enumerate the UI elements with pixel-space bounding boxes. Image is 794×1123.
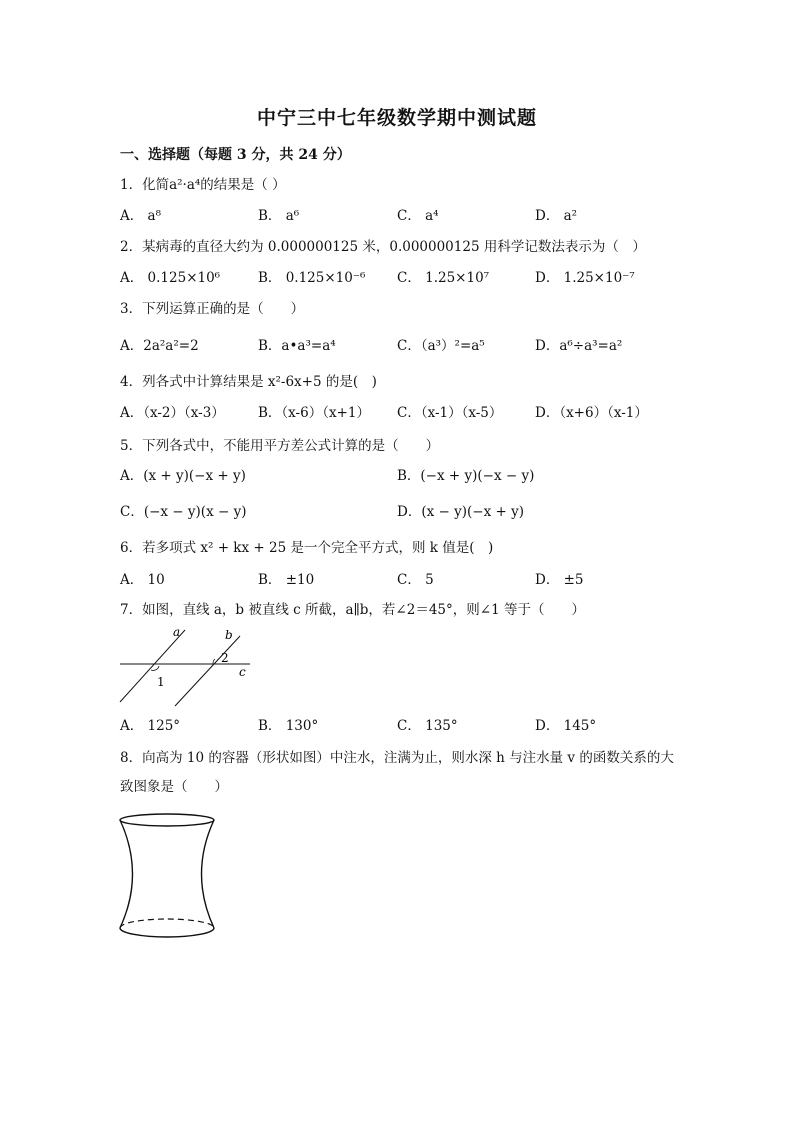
q6-option-a: A． 10: [120, 572, 165, 588]
question-2-stem: 2．某病毒的直径大约为 0.000000125 米，0.000000125 用科学记数法表示为（ ）: [120, 239, 646, 255]
q3-option-d: D．a⁶÷a³=a²: [535, 338, 623, 354]
q7-option-d: D． 145°: [535, 718, 597, 734]
container-left-side: [120, 820, 133, 928]
label-angle-1: 1: [157, 675, 165, 689]
q7-option-b: B． 130°: [258, 718, 319, 734]
q6-option-d: D． ±5: [535, 572, 584, 588]
container-figure: [115, 808, 225, 946]
section-heading: 一、选择题（每题 3 分，共 24 分）: [120, 147, 351, 163]
question-3-stem: 3．下列运算正确的是（ ）: [120, 301, 305, 317]
q4-option-a: A．（x-2）（x-3）: [120, 405, 225, 421]
q2-option-c: C． 1.25×10⁷: [397, 270, 490, 286]
q5-option-c: C．(−x − y)(x − y): [120, 504, 247, 520]
q1-option-c: C． a⁴: [397, 208, 439, 224]
line-a: [120, 630, 185, 702]
q4-option-c: C．（x-1）（x-5）: [397, 405, 503, 421]
label-a: a: [173, 625, 181, 639]
q3-option-a: A．2a²a²=2: [120, 338, 199, 354]
q1-option-b: B． a⁶: [258, 208, 300, 224]
q1-option-a: A． a⁸: [120, 208, 162, 224]
parallel-lines-figure: [115, 622, 265, 710]
container-right-side: [202, 820, 215, 928]
q6-option-b: B． ±10: [258, 572, 315, 588]
q5-option-b: B．(−x + y)(−x − y): [397, 468, 535, 484]
label-angle-2: 2: [221, 651, 229, 665]
question-7-stem: 7．如图，直线 a，b 被直线 c 所截，a∥b，若∠2＝45°，则∠1 等于（ ）: [120, 602, 585, 618]
question-1-stem: 1．化简a²·a⁴的结果是（ ）: [120, 177, 286, 193]
q4-option-b: B．（x-6）（x+1）: [258, 405, 370, 421]
q5-option-a: A．(x + y)(−x + y): [120, 468, 246, 484]
q2-option-a: A． 0.125×10⁶: [120, 270, 221, 286]
q2-option-b: B． 0.125×10⁻⁶: [258, 270, 366, 286]
question-8-stem-continued: 致图象是（ ）: [120, 779, 228, 795]
q7-option-a: A． 125°: [120, 718, 181, 734]
container-bottom-front: [120, 928, 214, 937]
container-top-rim: [120, 814, 214, 826]
page-title: 中宁三中七年级数学期中测试题: [256, 107, 537, 129]
question-6-stem: 6．若多项式 x² + kx + 25 是一个完全平方式，则 k 值是( ): [120, 540, 494, 556]
q7-option-c: C． 135°: [397, 718, 458, 734]
label-c: c: [239, 665, 246, 679]
q4-option-d: D．（x+6）（x-1）: [535, 405, 648, 421]
q2-option-d: D． 1.25×10⁻⁷: [535, 270, 635, 286]
label-b: b: [225, 628, 233, 642]
q5-option-d: D．(x − y)(−x + y): [397, 504, 524, 520]
q3-option-b: B．a•a³=a⁴: [258, 338, 336, 354]
question-4-stem: 4．列各式中计算结果是 x²-6x+5 的是( ): [120, 374, 377, 390]
line-b: [175, 636, 240, 706]
question-5-stem: 5．下列各式中，不能用平方差公式计算的是（ ）: [120, 438, 440, 454]
question-8-stem: 8．向高为 10 的容器（形状如图）中注水，注满为止，则水深 h 与注水量 v 的函数关系的大: [120, 750, 674, 766]
q1-option-d: D． a²: [535, 208, 578, 224]
container-bottom-back: [120, 919, 214, 928]
q6-option-c: C． 5: [397, 572, 434, 588]
q3-option-c: C．（a³）²=a⁵: [397, 338, 485, 354]
